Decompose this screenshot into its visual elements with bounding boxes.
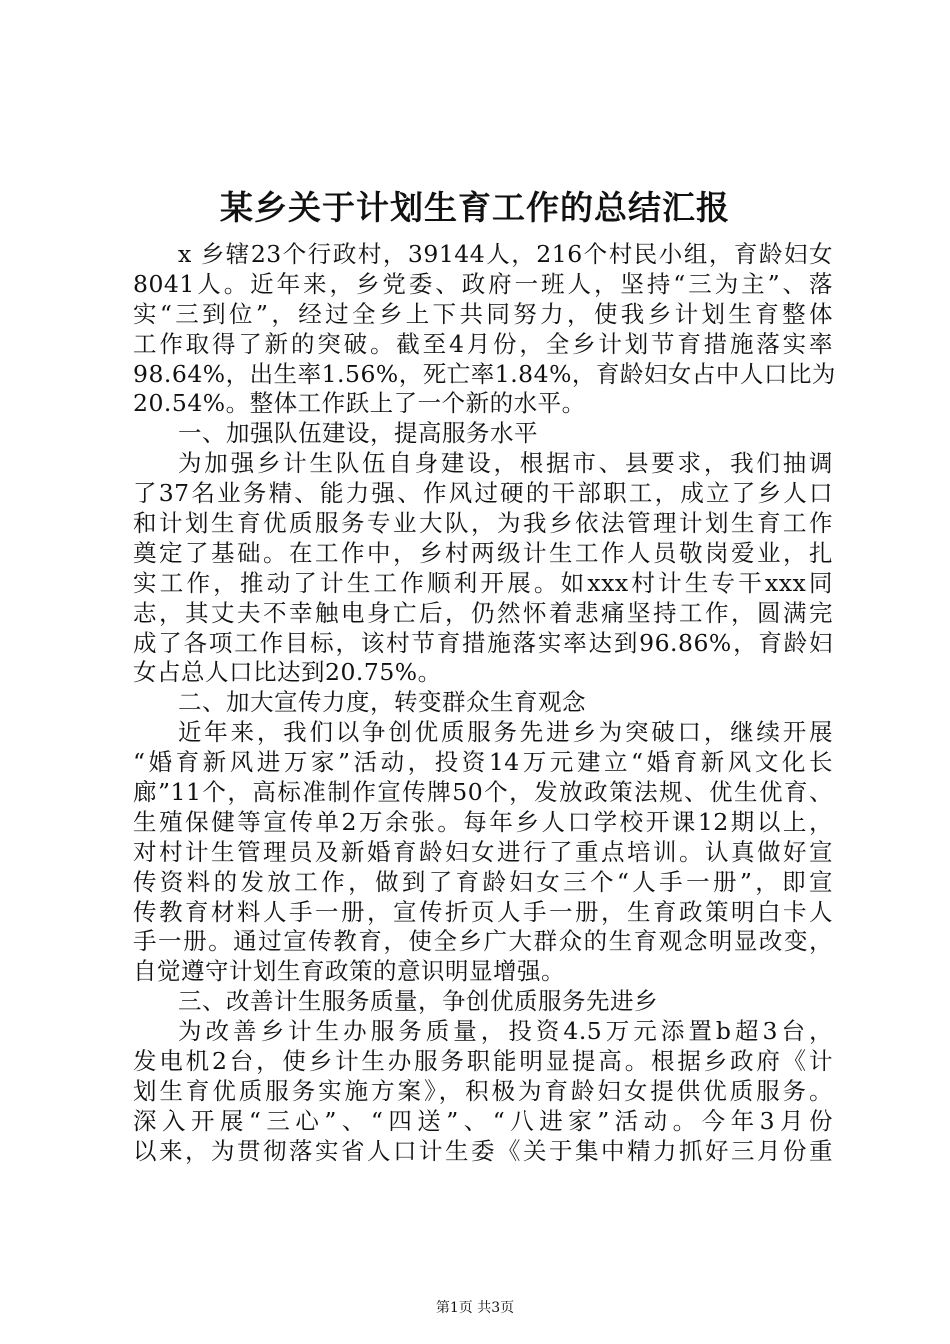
paragraph-line: 划生育优质服务实施方案》，积极为育龄妇女提供优质服务。 (133, 1076, 833, 1105)
paragraph-line: 女占总人口比达到20.75%。 (133, 658, 442, 687)
paragraph-line: x 乡辖23个行政村，39144人，216个村民小组，育龄妇女 (178, 240, 833, 268)
paragraph-line: 以来，为贯彻落实省人口计生委《关于集中精力抓好三月份重 (133, 1136, 833, 1165)
paragraph-line: 实“三到位”，经过全乡上下共同努力，使我乡计划生育整体 (133, 299, 833, 328)
paragraph-line: 发电机2台，使乡计生办服务职能明显提高。根据乡政府《计 (133, 1047, 833, 1076)
paragraph-line: 传资料的发放工作，做到了育龄妇女三个“人手一册”，即宣 (133, 867, 833, 896)
paragraph-line: 工作取得了新的突破。截至4月份，全乡计划节育措施落实率 (133, 329, 833, 358)
paragraph-line: 实工作，推动了计生工作顺利开展。如xxx村计生专干xxx同 (133, 568, 833, 597)
paragraph-line: 了37名业务精、能力强、作风过硬的干部职工，成立了乡人口 (133, 479, 833, 508)
paragraph-line: 和计划生育优质服务专业大队，为我乡依法管理计划生育工作 (133, 509, 833, 538)
paragraph-line: 为改善乡计生办服务质量，投资4.5万元添置b超3台， (178, 1017, 833, 1046)
paragraph-line: 为加强乡计生队伍自身建设，根据市、县要求，我们抽调 (178, 449, 833, 478)
paragraph-line: 手一册。通过宣传教育，使全乡广大群众的生育观念明显改变， (133, 927, 833, 956)
document-title: 某乡关于计划生育工作的总结汇报 (220, 188, 730, 227)
page-footer: 第1页 共3页 (435, 1300, 515, 1316)
paragraph-line: 成了各项工作目标，该村节育措施落实率达到96.86%，育龄妇 (133, 628, 833, 657)
paragraph-line: 98.64%，出生率1.56%，死亡率1.84%，育龄妇女占中人口比为 (133, 359, 836, 388)
paragraph-line: “婚育新风进万家”活动，投资14万元建立“婚育新风文化长 (133, 748, 833, 777)
paragraph-line: 20.54%。整体工作跃上了一个新的水平。 (133, 389, 586, 418)
section-heading: 三、改善计生服务质量，争创优质服务先进乡 (178, 987, 658, 1016)
paragraph-line: 志，其丈夫不幸触电身亡后，仍然怀着悲痛坚持工作，圆满完 (133, 598, 833, 627)
document-body (133, 240, 836, 1167)
section-heading: 二、加大宣传力度，转变群众生育观念 (178, 688, 586, 717)
paragraph-line: 对村计生管理员及新婚育龄妇女进行了重点培训。认真做好宣 (133, 837, 833, 866)
paragraph-line: 近年来，我们以争创优质服务先进乡为突破口，继续开展 (178, 718, 833, 747)
section-heading: 一、加强队伍建设，提高服务水平 (178, 419, 538, 448)
paragraph-line: 廊”11个，高标准制作宣传牌50个，发放政策法规、优生优育、 (133, 778, 833, 807)
paragraph-line: 奠定了基础。在工作中，乡村两级计生工作人员敬岗爱业，扎 (133, 538, 833, 567)
paragraph-line: 8041人。近年来，乡党委、政府一班人，坚持“三为主”、落 (133, 269, 833, 298)
paragraph-line: 传教育材料人手一册，宣传折页人手一册，生育政策明白卡人 (133, 897, 833, 926)
paragraph-line: 自觉遵守计划生育政策的意识明显增强。 (133, 957, 565, 986)
paragraph-line: 生殖保健等宣传单2万余张。每年乡人口学校开课12期以上， (133, 807, 833, 836)
paragraph-line: 深入开展“三心”、“四送”、“八进家”活动。今年3月份 (133, 1106, 833, 1135)
